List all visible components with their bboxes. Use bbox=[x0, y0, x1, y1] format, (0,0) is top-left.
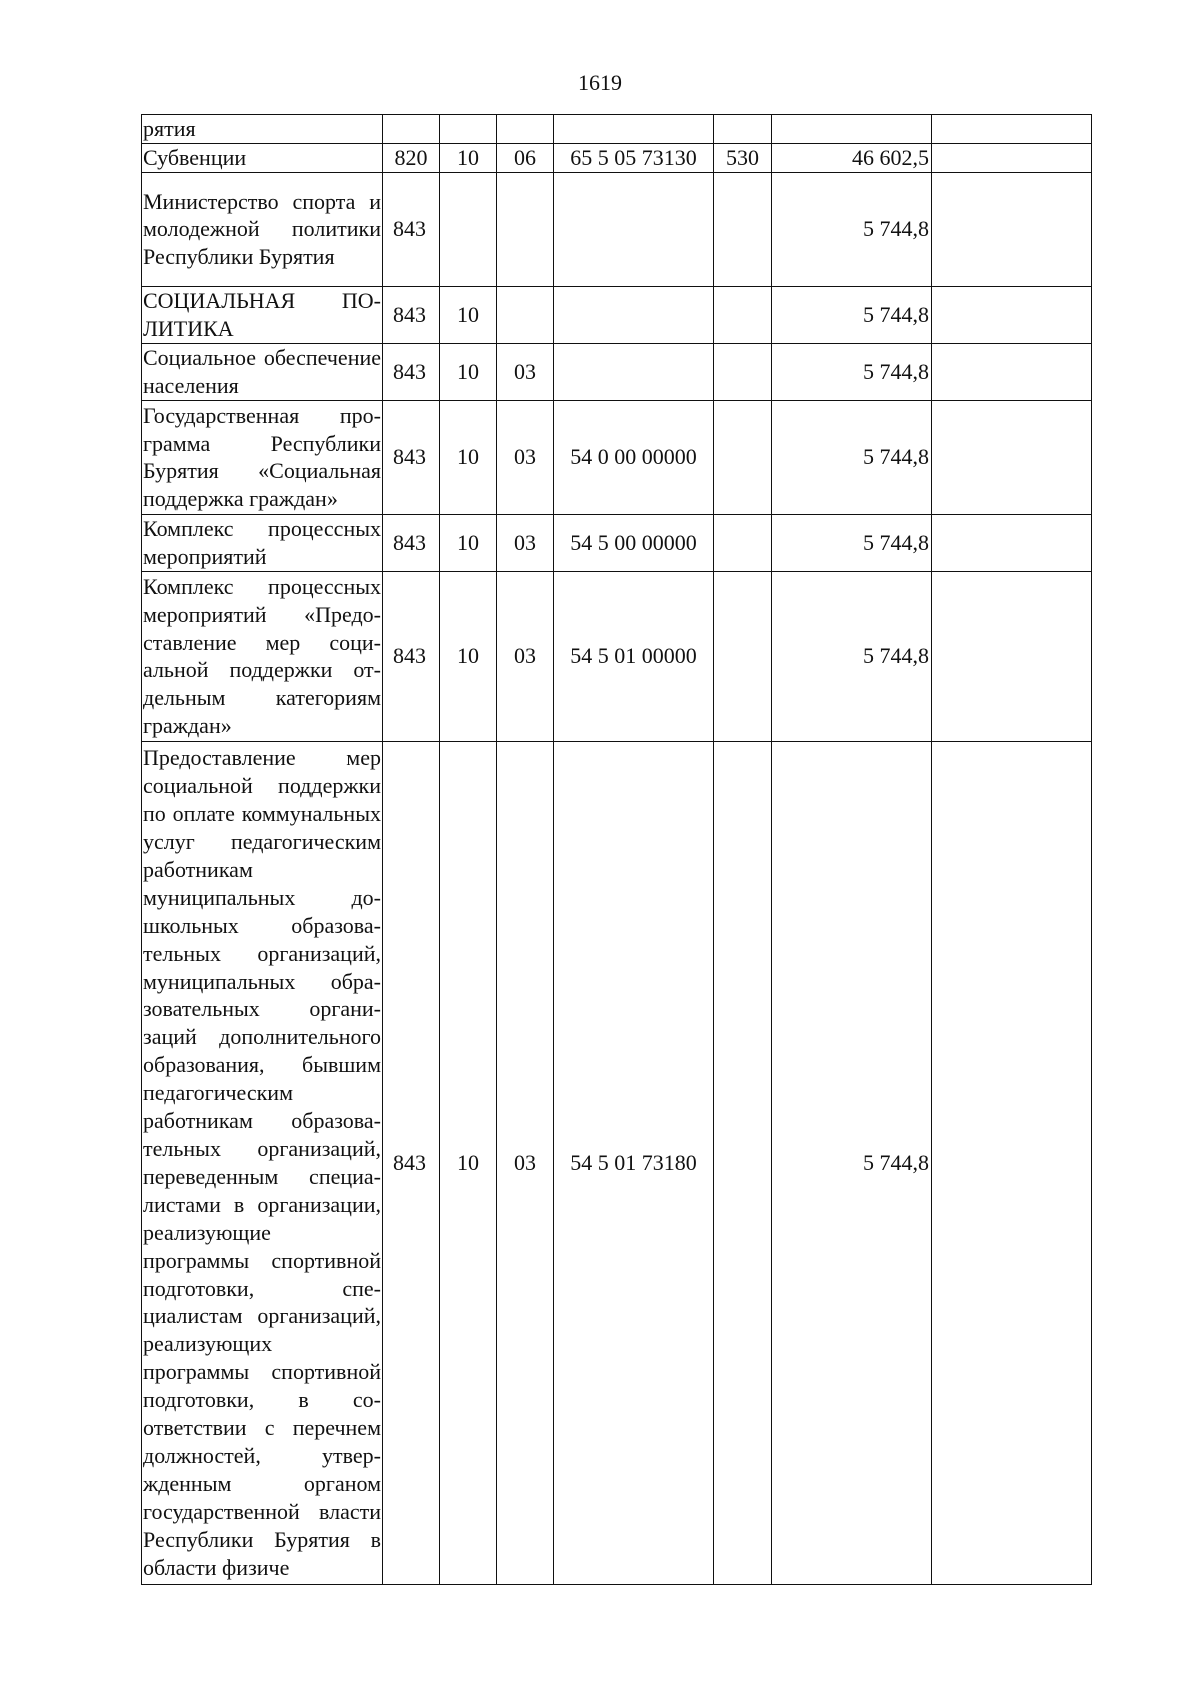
budget-table bbox=[141, 114, 1092, 1585]
extra-cell bbox=[932, 343, 1092, 400]
csr-cell: 54 5 01 00000 bbox=[554, 571, 714, 741]
extra-cell bbox=[932, 286, 1092, 343]
rz-cell: 10 bbox=[440, 571, 497, 741]
grbs-cell: 843 bbox=[383, 514, 440, 571]
csr-cell: 54 5 00 00000 bbox=[554, 514, 714, 571]
csr-cell bbox=[554, 343, 714, 400]
extra-cell bbox=[932, 514, 1092, 571]
vr-cell bbox=[714, 400, 772, 514]
vr-cell bbox=[714, 514, 772, 571]
sum-cell: 5 744,8 bbox=[772, 286, 932, 343]
csr-cell: 54 5 01 73180 bbox=[554, 741, 714, 1584]
rz-cell bbox=[440, 115, 497, 144]
table-row bbox=[142, 514, 1092, 571]
extra-cell bbox=[932, 115, 1092, 144]
page-number: 1619 bbox=[578, 70, 622, 95]
rz-cell: 10 bbox=[440, 343, 497, 400]
pr-cell: 03 bbox=[497, 571, 554, 741]
grbs-cell: 820 bbox=[383, 144, 440, 173]
row-name: Комплекс процессных мероприятий bbox=[142, 514, 383, 571]
extra-cell bbox=[932, 400, 1092, 514]
rz-cell: 10 bbox=[440, 286, 497, 343]
rz-cell bbox=[440, 172, 497, 286]
pr-cell bbox=[497, 172, 554, 286]
row-name: рятия bbox=[142, 115, 383, 144]
sum-cell: 5 744,8 bbox=[772, 400, 932, 514]
row-name: Предоставление мер социальной поддержки по оплате коммунальных услуг педагогическим работникам муниципальных дошкольных образовательных организаций, муниципальных образовательных организаций дополнительного образования, бывшим педагогическим работникам образовательных организаций, переведенным специалистами в организации, реализующие программы спортивной подготовки, специалистам организаций, реализующих программы спортивной подготовки, в соответствии с перечнем должностей, утвержденным органом государственной власти Республики Бурятия в области физиче bbox=[142, 741, 383, 1584]
table-row bbox=[142, 571, 1092, 741]
vr-cell bbox=[714, 571, 772, 741]
row-name: Министерство спорта и молодежной политики Республики Бурятия bbox=[142, 172, 383, 286]
csr-cell bbox=[554, 172, 714, 286]
vr-cell bbox=[714, 115, 772, 144]
csr-cell: 54 0 00 00000 bbox=[554, 400, 714, 514]
pr-cell: 06 bbox=[497, 144, 554, 173]
sum-cell: 5 744,8 bbox=[772, 343, 932, 400]
pr-cell bbox=[497, 115, 554, 144]
rz-cell: 10 bbox=[440, 741, 497, 1584]
sum-cell: 5 744,8 bbox=[772, 571, 932, 741]
vr-cell bbox=[714, 172, 772, 286]
pr-cell: 03 bbox=[497, 741, 554, 1584]
row-name: Государственная программа Республики Бурятия «Социальная поддержка граждан» bbox=[142, 400, 383, 514]
grbs-cell: 843 bbox=[383, 343, 440, 400]
extra-cell bbox=[932, 571, 1092, 741]
rz-cell: 10 bbox=[440, 400, 497, 514]
table-row bbox=[142, 343, 1092, 400]
pr-cell: 03 bbox=[497, 343, 554, 400]
row-name: Социальное обеспечение населения bbox=[142, 343, 383, 400]
sum-cell: 5 744,8 bbox=[772, 172, 932, 286]
row-name: СОЦИАЛЬНАЯ ПОЛИТИКА bbox=[142, 286, 383, 343]
sum-cell: 5 744,8 bbox=[772, 741, 932, 1584]
pr-cell: 03 bbox=[497, 514, 554, 571]
pr-cell bbox=[497, 286, 554, 343]
table-row bbox=[142, 400, 1092, 514]
rz-cell: 10 bbox=[440, 144, 497, 173]
extra-cell bbox=[932, 144, 1092, 173]
table-row bbox=[142, 286, 1092, 343]
table-row bbox=[142, 115, 1092, 144]
grbs-cell: 843 bbox=[383, 172, 440, 286]
pr-cell: 03 bbox=[497, 400, 554, 514]
csr-cell: 65 5 05 73130 bbox=[554, 144, 714, 173]
grbs-cell: 843 bbox=[383, 286, 440, 343]
sum-cell bbox=[772, 115, 932, 144]
vr-cell: 530 bbox=[714, 144, 772, 173]
grbs-cell: 843 bbox=[383, 741, 440, 1584]
sum-cell: 5 744,8 bbox=[772, 514, 932, 571]
csr-cell bbox=[554, 286, 714, 343]
table-row bbox=[142, 144, 1092, 173]
row-name: Субвенции bbox=[142, 144, 383, 173]
grbs-cell: 843 bbox=[383, 400, 440, 514]
rz-cell: 10 bbox=[440, 514, 497, 571]
sum-cell: 46 602,5 bbox=[772, 144, 932, 173]
vr-cell bbox=[714, 343, 772, 400]
grbs-cell: 843 bbox=[383, 571, 440, 741]
vr-cell bbox=[714, 286, 772, 343]
extra-cell bbox=[932, 741, 1092, 1584]
table-row bbox=[142, 741, 1092, 1584]
grbs-cell bbox=[383, 115, 440, 144]
vr-cell bbox=[714, 741, 772, 1584]
csr-cell bbox=[554, 115, 714, 144]
row-name: Комплекс процессных мероприятий «Предоставление мер социальной поддержки отдельным категориям граждан» bbox=[142, 571, 383, 741]
extra-cell bbox=[932, 172, 1092, 286]
table-row bbox=[142, 172, 1092, 286]
